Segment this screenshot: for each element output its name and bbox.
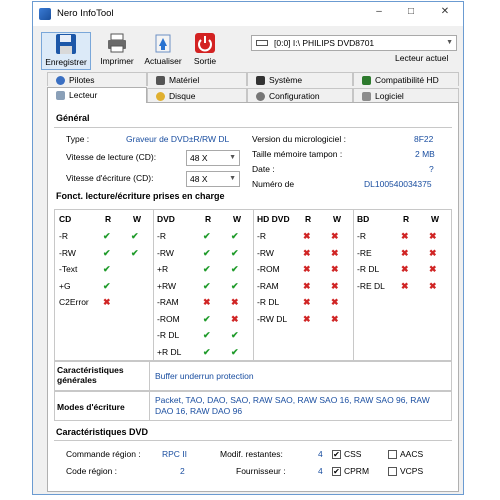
write-header: W <box>233 214 242 224</box>
cross-icon: ✖ <box>429 280 437 291</box>
check-icon: ✔ <box>231 231 239 241</box>
check-icon: ✔ <box>203 346 211 357</box>
cross-icon: ✖ <box>303 280 311 291</box>
cross-icon: ✖ <box>331 313 339 324</box>
firmware-label: Version du micrologiciel : <box>252 134 347 144</box>
media-type: -RE <box>357 247 372 258</box>
divider <box>54 127 452 128</box>
gear-icon <box>256 92 265 101</box>
read-header: R <box>105 214 112 224</box>
check-icon: ✔ <box>231 247 239 258</box>
check-icon: ✔ <box>333 450 340 459</box>
vcps-label: VCPS <box>400 466 424 476</box>
save-label: Enregistrer <box>45 57 87 67</box>
media-type: -R <box>59 231 68 241</box>
divider <box>153 210 154 360</box>
toolbar <box>33 26 463 72</box>
tab-compatibilite-hd[interactable] <box>353 72 459 86</box>
column-header: BD <box>357 214 370 224</box>
column-header: CD <box>59 214 72 224</box>
media-type: -RW DL <box>257 313 288 324</box>
write-speed-value: 48 X <box>190 174 208 184</box>
chevron-down-icon: ▼ <box>229 175 236 182</box>
divider <box>253 210 254 360</box>
tab-label: Disque <box>169 91 196 101</box>
media-type: -R <box>257 231 266 241</box>
media-type: -ROM <box>257 264 280 274</box>
buffer-value: 2 MB <box>415 149 435 159</box>
divider <box>54 440 452 441</box>
media-type: -RW <box>59 247 76 258</box>
region-cmd-value: RPC II <box>162 449 188 459</box>
close-button[interactable]: ✕ <box>440 6 450 17</box>
maximize-button[interactable]: □ <box>407 6 415 17</box>
media-type: +R DL <box>157 346 182 357</box>
refresh-label: Actualiser <box>144 56 182 66</box>
write-speed-label: Vitesse d'écriture (CD): <box>66 173 154 183</box>
media-type: -RE DL <box>357 280 385 291</box>
hd-icon <box>362 76 371 85</box>
tab-systeme[interactable] <box>247 72 353 86</box>
drive-icon <box>256 40 268 46</box>
power-icon <box>194 32 216 54</box>
tab-label: Logiciel <box>375 91 404 101</box>
serial-label: Numéro de <box>252 179 295 189</box>
media-type: -RAM <box>257 280 279 291</box>
type-value: Graveur de DVD±R/RW DL <box>126 134 230 144</box>
cross-icon: ✖ <box>303 313 311 324</box>
media-type: -R DL <box>257 297 280 307</box>
functions-grid <box>54 209 452 361</box>
vendor-label: Fournisseur : <box>236 466 286 476</box>
aacs-label: AACS <box>400 449 424 459</box>
write-header: W <box>333 214 342 224</box>
read-speed-label: Vitesse de lecture (CD): <box>66 152 157 162</box>
column-header: DVD <box>157 214 175 224</box>
chevron-down-icon: ▼ <box>446 39 453 46</box>
cross-icon: ✖ <box>401 280 409 291</box>
changes-label: Modif. restantes: <box>220 449 283 459</box>
cross-icon: ✖ <box>331 231 339 241</box>
media-type: C2Error <box>59 297 89 307</box>
check-icon: ✔ <box>131 231 139 241</box>
print-button[interactable] <box>97 32 137 70</box>
media-type: -R DL <box>357 264 380 274</box>
check-icon: ✔ <box>231 346 239 357</box>
tab-label: Lecteur <box>69 90 98 100</box>
tab-logiciel[interactable] <box>353 88 459 102</box>
check-icon: ✔ <box>231 264 239 274</box>
check-icon: ✔ <box>203 330 211 340</box>
media-type: -RW <box>257 247 274 258</box>
check-icon: ✔ <box>103 247 111 258</box>
tab-label: Configuration <box>269 91 320 101</box>
general-title: Général <box>56 113 90 123</box>
general-characteristics-value: Buffer underrun protection <box>155 371 254 381</box>
vendor-value: 4 <box>318 466 323 476</box>
media-type: -Text <box>59 264 78 274</box>
cross-icon: ✖ <box>303 297 311 307</box>
media-type: +R <box>157 264 169 274</box>
cross-icon: ✖ <box>429 247 437 258</box>
read-speed-select[interactable] <box>186 150 240 166</box>
read-speed-value: 48 X <box>190 153 208 163</box>
firmware-value: 8F22 <box>414 134 434 144</box>
tab-materiel[interactable] <box>147 72 247 86</box>
read-header: R <box>403 214 410 224</box>
exit-label: Sortie <box>193 56 217 66</box>
cross-icon: ✖ <box>203 297 211 307</box>
cprm-label: CPRM <box>344 466 370 476</box>
current-drive-label: Lecteur actuel <box>395 53 449 63</box>
cross-icon: ✖ <box>303 247 311 258</box>
css-checkbox[interactable] <box>332 450 341 459</box>
hardware-icon <box>156 76 165 85</box>
cross-icon: ✖ <box>303 264 311 274</box>
write-header: W <box>133 214 142 224</box>
divider <box>353 210 354 360</box>
check-icon: ✔ <box>131 247 139 258</box>
media-type: -R DL <box>157 330 180 340</box>
tab-label: Compatibilité HD <box>375 75 439 85</box>
check-icon: ✔ <box>203 313 211 324</box>
printer-icon <box>106 32 128 54</box>
drive-icon <box>56 91 65 100</box>
cross-icon: ✖ <box>231 297 239 307</box>
write-modes-value: Packet, TAO, DAO, SAO, RAW SAO, RAW SAO 16, RAW SAO 96, RAW DAO 16, RAW DAO 96 <box>155 395 430 416</box>
chevron-down-icon: ▼ <box>229 154 236 161</box>
tab-label: Matériel <box>169 75 200 85</box>
write-speed-select[interactable] <box>186 171 240 187</box>
cross-icon: ✖ <box>401 231 409 241</box>
check-icon: ✔ <box>203 264 211 274</box>
title-bar <box>33 2 463 26</box>
drive-select-value: [0:0] I:\ PHILIPS DVD8701 <box>274 38 375 48</box>
check-icon: ✔ <box>103 264 111 274</box>
media-type: -R <box>157 231 166 241</box>
cprm-checkbox[interactable] <box>332 467 341 476</box>
aacs-checkbox[interactable] <box>388 450 397 459</box>
media-type: -RW <box>157 247 174 258</box>
tab-pilotes[interactable] <box>47 72 147 86</box>
tab-label: Pilotes <box>69 75 95 85</box>
cross-icon: ✖ <box>103 297 111 307</box>
cross-icon: ✖ <box>331 297 339 307</box>
general-characteristics-label: Caractéristiques générales <box>57 365 124 385</box>
changes-value: 4 <box>318 449 323 459</box>
serial-value: DL100540034375 <box>364 179 432 189</box>
info-icon <box>56 76 65 85</box>
write-modes-row <box>54 391 452 421</box>
dvd-title: Caractéristiques DVD <box>56 427 149 437</box>
check-icon: ✔ <box>103 231 111 241</box>
type-label: Type : <box>66 134 90 144</box>
buffer-label: Taille mémoire tampon : <box>252 149 343 159</box>
write-header: W <box>431 214 440 224</box>
cross-icon: ✖ <box>331 264 339 274</box>
media-type: +RW <box>157 280 176 291</box>
write-modes-label: Modes d'écriture <box>57 402 125 412</box>
cross-icon: ✖ <box>401 247 409 258</box>
refresh-icon <box>152 32 174 54</box>
drive-panel <box>47 102 459 492</box>
tab-configuration[interactable] <box>247 88 353 102</box>
vcps-checkbox[interactable] <box>388 467 397 476</box>
region-code-value: 2 <box>180 466 185 476</box>
print-label: Imprimer <box>100 56 134 66</box>
disc-icon <box>156 92 165 101</box>
divider <box>149 392 150 420</box>
cross-icon: ✖ <box>331 247 339 258</box>
software-icon <box>362 92 371 101</box>
cross-icon: ✖ <box>429 231 437 241</box>
check-icon: ✔ <box>103 280 111 291</box>
date-value: ? <box>429 164 434 174</box>
check-icon: ✔ <box>231 280 239 291</box>
check-icon: ✔ <box>203 231 211 241</box>
cross-icon: ✖ <box>429 264 437 274</box>
divider <box>149 362 150 390</box>
save-button[interactable] <box>41 32 91 70</box>
cross-icon: ✖ <box>331 280 339 291</box>
functions-title: Fonct. lecture/écriture prises en charge <box>56 191 225 201</box>
media-type: -ROM <box>157 313 180 324</box>
minimize-button[interactable]: – <box>376 6 382 17</box>
check-icon: ✔ <box>203 280 211 291</box>
floppy-disk-icon <box>55 33 77 55</box>
cross-icon: ✖ <box>303 231 311 241</box>
date-label: Date : <box>252 164 275 174</box>
region-cmd-label: Commande région : <box>66 449 141 459</box>
media-type: -RAM <box>157 297 179 307</box>
check-icon: ✔ <box>231 330 239 340</box>
window-title: Nero InfoTool <box>57 8 114 19</box>
media-type: +G <box>59 280 71 291</box>
cross-icon: ✖ <box>401 264 409 274</box>
tab-lecteur[interactable] <box>47 87 147 103</box>
media-type: -R <box>357 231 366 241</box>
check-icon: ✔ <box>203 247 211 258</box>
check-icon: ✔ <box>333 467 340 476</box>
system-icon <box>256 76 265 85</box>
app-icon <box>39 8 51 20</box>
nero-infotool-window <box>32 1 464 495</box>
column-header: HD DVD <box>257 214 290 224</box>
drive-select[interactable] <box>251 35 457 51</box>
exit-button[interactable] <box>187 32 223 70</box>
tab-label: Système <box>269 75 303 85</box>
cross-icon: ✖ <box>231 313 239 324</box>
general-characteristics-row <box>54 361 452 391</box>
css-label: CSS <box>344 449 362 459</box>
read-header: R <box>305 214 312 224</box>
tab-disque[interactable] <box>147 88 247 102</box>
refresh-button[interactable] <box>143 32 183 70</box>
read-header: R <box>205 214 212 224</box>
region-code-label: Code région : <box>66 466 118 476</box>
